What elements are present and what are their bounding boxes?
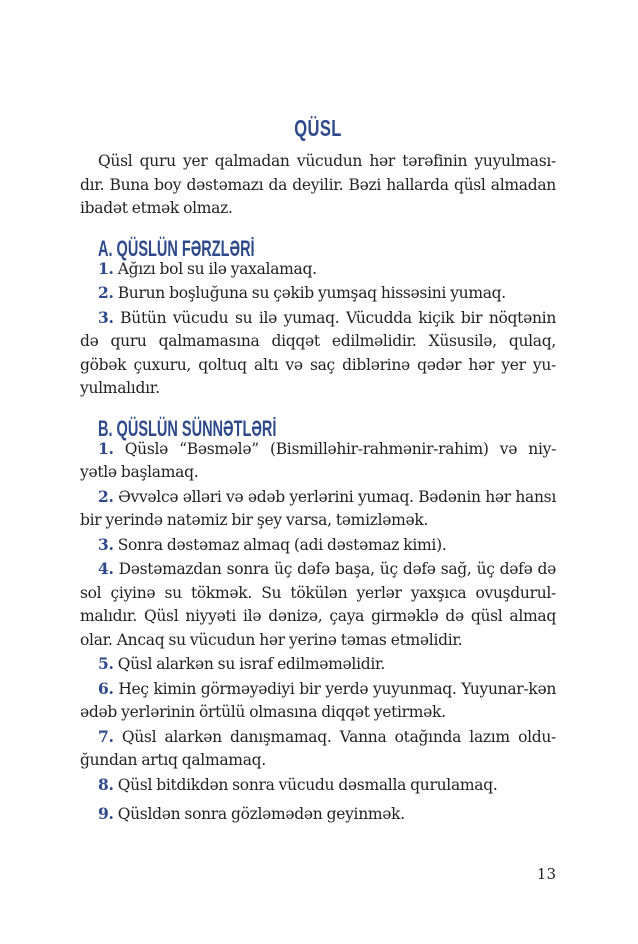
item-number: 2. xyxy=(98,486,114,506)
item-text: Qüsl alarkən danışmamaq. Vanna otağında lazım oldu-ğundan artıq qalmamaq. xyxy=(80,727,556,769)
item-text: Dəstəmazdan sonra üç dəfə başa, üç dəfə sağ, üç dəfə də sol çiyinə su tökmək. Su tökülən yerlər yaxşıca ovuşdurul-malıdır. Qüsl niyyəti ilə dənizə, çaya girməklə də qüsl almaq olar. Ancaq su vücudun hər yerinə təmas etməlidir. xyxy=(80,560,556,649)
item-number: 3. xyxy=(98,534,114,554)
section-a-item-3 xyxy=(80,306,556,401)
section-b-item-5 xyxy=(80,652,556,677)
section-b-list xyxy=(80,437,556,827)
item-text: Qüsl bitdikdən sonra vücudu dəsmalla qurulamaq. xyxy=(113,775,498,794)
section-b-item-9 xyxy=(80,802,556,827)
item-number: 9. xyxy=(98,804,114,823)
item-text: Bütün vücudu su ilə yumaq. Vücudda kiçik bir nöqtənin də quru qalmamasına diqqət edilməlidir. Xüsusilə, qulaq, göbək çuxuru, qoltuq altı və saç diblərinə qədər hər yer yu-yulmalıdır. xyxy=(80,308,556,397)
section-b-heading-row xyxy=(80,405,556,441)
item-text: Sonra dəstəmaz almaq (adi dəstəmaz kimi). xyxy=(113,535,447,554)
page-number: 13 xyxy=(536,865,556,883)
section-b-item-4 xyxy=(80,557,556,652)
item-text: Qüslə “Bəsmələ” (Bismilləhir-rahmənir-rahim) və niy-yətlə başlamaq. xyxy=(80,439,556,481)
section-a-item-2 xyxy=(80,281,556,306)
item-number: 1. xyxy=(98,438,114,458)
item-text: Burun boşluğuna su çəkib yumşaq hissəsini yumaq. xyxy=(113,284,506,302)
section-b-item-8 xyxy=(80,773,556,798)
item-number: 6. xyxy=(98,678,114,698)
section-b-item-7 xyxy=(80,725,556,773)
section-b-item-1 xyxy=(80,437,556,485)
item-number: 8. xyxy=(98,774,114,794)
section-a-heading: A. QÜSLÜN FƏRZLƏRİ xyxy=(98,235,255,261)
item-text: Qüsldən sonra gözləmədən geyinmək. xyxy=(113,805,405,823)
section-b-item-2 xyxy=(80,485,556,533)
item-text: Heç kimin görməyədiyi bir yerdə yuyunmaq. Yuyunar-kən ədəb yerlərinin örtülü olmasına diqqət yetirmək. xyxy=(80,679,556,721)
item-text: Əvvəlcə əlləri və ədəb yerlərini yumaq. Bədənin hər hansı bir yerində natəmiz bir şey varsa, təmizləmək. xyxy=(80,487,556,529)
section-a-heading-row xyxy=(80,225,556,261)
item-number: 5. xyxy=(98,654,114,673)
item-text: Ağızı bol su ilə yaxalamaq. xyxy=(113,259,317,278)
section-a-list xyxy=(80,257,556,401)
item-number: 1. xyxy=(98,258,114,278)
section-b-heading: B. QÜSLÜN SÜNNƏTLƏRİ xyxy=(98,415,277,441)
intro-paragraph: Qüsl quru yer qalmadan vücudun hər tərəfinin yuyulması-dır. Buna boy dəstəmazı da deyilir. Bəzi hallarda qüsl almadan ibadət etmək olmaz. xyxy=(80,152,556,217)
page-body xyxy=(80,112,556,827)
item-number: 2. xyxy=(98,283,114,302)
section-b-item-3 xyxy=(80,533,556,558)
item-number: 3. xyxy=(98,307,114,327)
item-text: Qüsl alarkən su israf edilməməlidir. xyxy=(113,655,386,673)
item-number: 7. xyxy=(98,726,114,746)
page-title: QÜSL xyxy=(294,115,342,141)
section-b-item-6 xyxy=(80,677,556,725)
item-number: 4. xyxy=(98,559,114,578)
